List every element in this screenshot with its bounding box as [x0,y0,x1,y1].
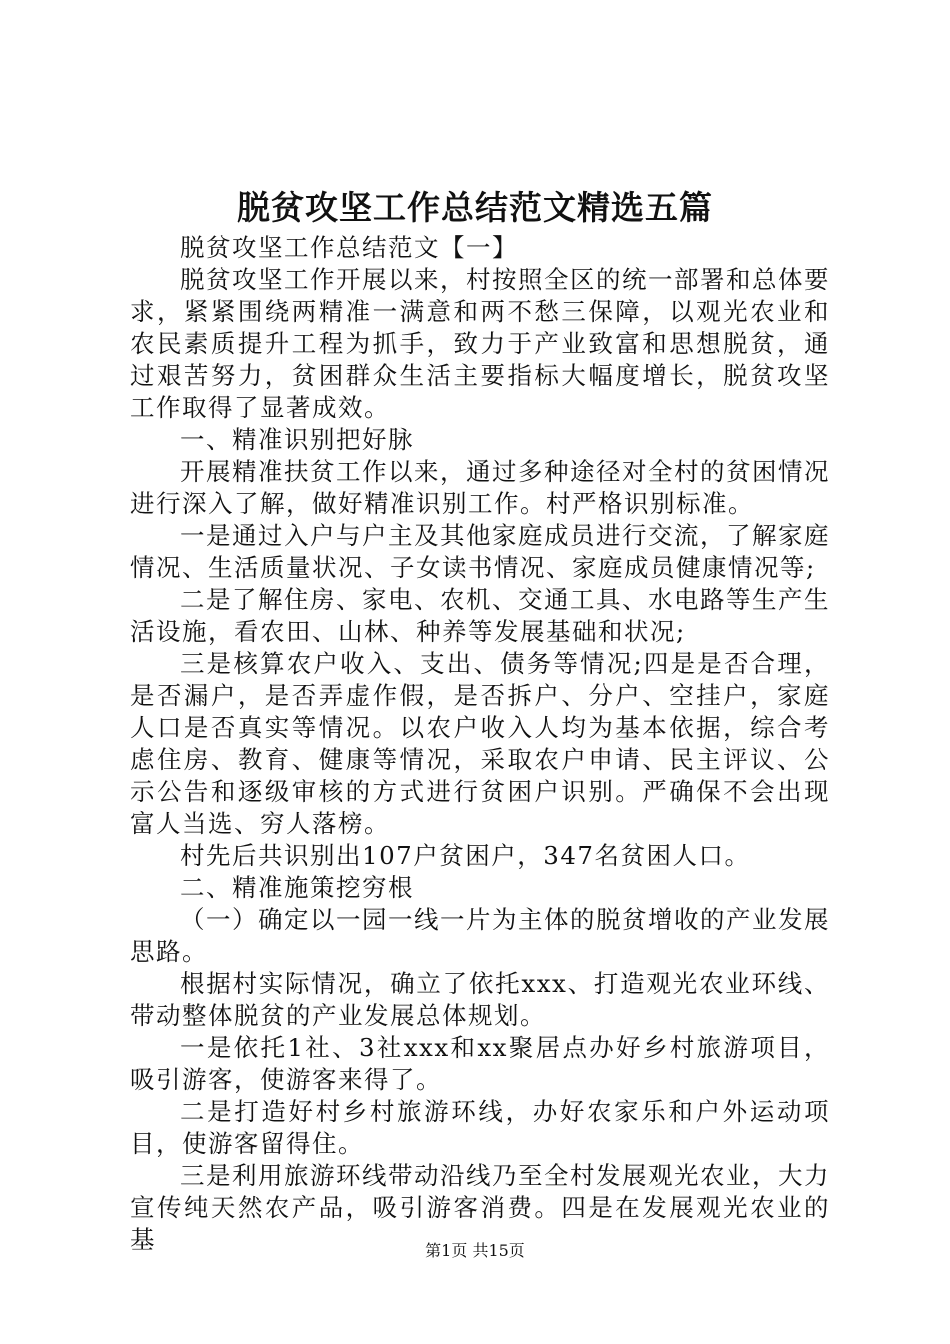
page-footer: 第1页 共15页 [425,1241,525,1260]
paragraph: （一）确定以一园一线一片为主体的脱贫增收的产业发展思路。 [130,905,830,966]
paragraph: 二是了解住房、家电、农机、交通工具、水电路等生产生活设施，看农田、山林、种养等发展基础和状况; [130,585,830,646]
document-title: 脱贫攻坚工作总结范文精选五篇 [237,188,713,227]
paragraph: 村先后共识别出107户贫困户，347名贫困人口。 [180,841,751,870]
paragraph: 开展精准扶贫工作以来，通过多种途径对全村的贫困情况进行深入了解，做好精准识别工作。村严格识别标准。 [130,457,830,518]
paragraph: 二是打造好村乡村旅游环线，办好农家乐和户外运动项目，使游客留得住。 [130,1097,830,1158]
paragraph: 根据村实际情况，确立了依托xxx、打造观光农业环线、带动整体脱贫的产业发展总体规划。 [130,969,830,1030]
document-body [130,232,830,1256]
paragraph: 三是利用旅游环线带动沿线乃至全村发展观光农业，大力宣传纯天然农产品，吸引游客消费。四是在发展观光农业的基 [130,1161,830,1254]
section-heading: 二、精准施策挖穷根 [180,873,414,902]
section-heading: 脱贫攻坚工作总结范文【一】 [180,233,518,262]
paragraph: 一是依托1社、3社xxx和xx聚居点办好乡村旅游项目，吸引游客，使游客来得了。 [130,1033,830,1094]
paragraph: 一是通过入户与户主及其他家庭成员进行交流，了解家庭情况、生活质量状况、子女读书情况、家庭成员健康情况等; [130,521,830,582]
section-heading: 一、精准识别把好脉 [180,425,414,454]
paragraph: 脱贫攻坚工作开展以来，村按照全区的统一部署和总体要求，紧紧围绕两精准一满意和两不愁三保障，以观光农业和农民素质提升工程为抓手，致力于产业致富和思想脱贫，通过艰苦努力，贫困群众生活主要指标大幅度增长，脱贫攻坚工作取得了显著成效。 [130,265,830,422]
paragraph: 三是核算农户收入、支出、债务等情况;四是是否合理，是否漏户，是否弄虚作假，是否拆户、分户、空挂户，家庭人口是否真实等情况。以农户收入人均为基本依据，综合考虑住房、教育、健康等情况，采取农户申请、民主评议、公示公告和逐级审核的方式进行贫困户识别。严确保不会出现富人当选、穷人落榜。 [130,649,830,838]
